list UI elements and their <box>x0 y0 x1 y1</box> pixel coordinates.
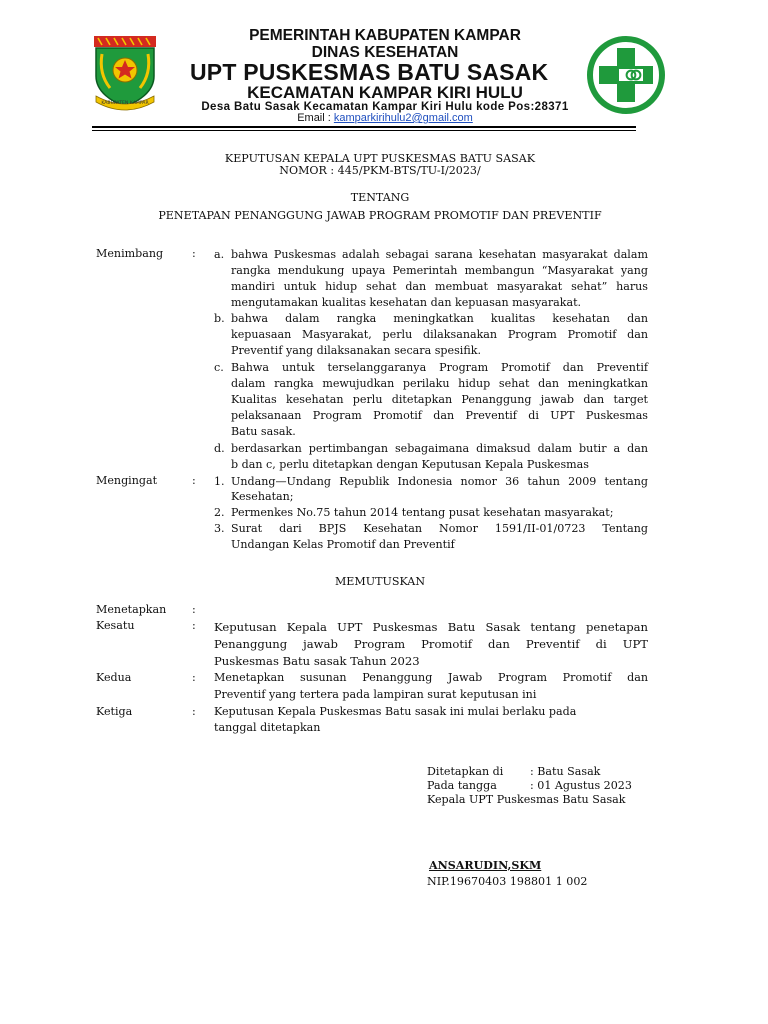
signatory-name: ANSARUDIN,SKM <box>429 859 542 872</box>
kedua-line: Menetapkan susunan Penanggung Jawab Program Promotif dan <box>214 671 648 684</box>
ketiga-label: Ketiga <box>96 705 133 718</box>
decree-title: KEPUTUSAN KEPALA UPT PUSKESMAS BATU SASAK <box>224 152 536 165</box>
crest-banner-text: KABUPATEN KAMPAR <box>101 101 149 106</box>
mengingat-marker-2: 2. <box>214 506 225 519</box>
menimbang-marker-b: b. <box>214 312 225 325</box>
letterhead-email-line <box>160 112 610 124</box>
mengingat-3-line: Surat dari BPJS Kesehatan Nomor 1591/II-01/0723 Tentang <box>231 522 648 535</box>
decree-tentang: TENTANG <box>350 191 410 204</box>
menimbang-c-line: pelaksanaan Program Promotif dan Preventif di UPT Puskesmas <box>231 409 648 422</box>
letterhead-department: DINAS KESEHATAN <box>311 44 459 61</box>
kesatu-line: Keputusan Kepala UPT Puskesmas Batu Sasak tentang penetapan <box>214 620 648 634</box>
letterhead-rule-thick <box>92 126 636 128</box>
menimbang-c-line: Batu sasak. <box>231 425 296 438</box>
mengingat-1-line: Undang—Undang Republik Indonesia nomor 36 tahun 2009 tentang <box>231 475 648 488</box>
signature-date-label: Pada tangga <box>427 779 497 792</box>
menimbang-d-line: b dan c, perlu ditetapkan dengan Keputusan Kepala Puskesmas <box>231 458 589 471</box>
kedua-line: Preventif yang tertera pada lampiran surat keputusan ini <box>214 688 537 701</box>
email-label: Email : <box>297 112 334 124</box>
menimbang-b-line: Preventif yang dilaksanakan secara spesifik. <box>231 344 481 357</box>
mengingat-marker-3: 3. <box>214 522 225 535</box>
menetapkan-label: Menetapkan <box>96 603 167 616</box>
kedua-label: Kedua <box>96 671 132 684</box>
menimbang-d-line: berdasarkan pertimbangan sebagaimana dimaksud dalam butir a dan <box>231 442 648 455</box>
kesatu-line: Penanggung jawab Program Promotif dan Preventif di UPT <box>214 637 648 651</box>
signature-place-label: Ditetapkan di <box>427 765 504 778</box>
letterhead-institution: UPT PUSKESMAS BATU SASAK <box>190 59 549 85</box>
menimbang-a-line: mandiri untuk hidup sehat dan membuat masyarakat sehat” harus <box>231 280 648 293</box>
menimbang-colon: : <box>192 247 196 260</box>
letterhead-rule-thin <box>92 130 636 131</box>
menimbang-c-line: dalam rangka mewujudkan perilaku hidup sehat dan meningkatkan <box>231 377 648 390</box>
mengingat-label: Mengingat <box>96 474 158 487</box>
ketiga-line: tanggal ditetapkan <box>214 721 321 734</box>
mengingat-3-line: Undangan Kelas Promotif dan Preventif <box>231 538 455 551</box>
menimbang-b-line: kepuasaan Masyarakat, perlu dilaksanakan Program Promotif dan <box>231 328 648 341</box>
menimbang-a-line: rangka mendukung upaya Pemerintah membangun “Masyarakat yang <box>231 264 648 277</box>
menimbang-marker-d: d. <box>214 442 225 455</box>
menetapkan-colon: : <box>192 603 196 616</box>
kesatu-line: Puskesmas Batu sasak Tahun 2023 <box>214 654 420 668</box>
menimbang-marker-a: a. <box>214 248 225 261</box>
mengingat-1-line: Kesehatan; <box>231 490 294 503</box>
decree-subject: PENETAPAN PENANGGUNG JAWAB PROGRAM PROMOTIF DAN PREVENTIF <box>158 209 602 222</box>
mengingat-marker-1: 1. <box>214 475 225 488</box>
letterhead-government: PEMERINTAH KABUPATEN KAMPAR <box>249 27 521 44</box>
ketiga-colon: : <box>192 705 196 718</box>
kabupaten-kampar-crest-logo <box>90 32 160 112</box>
ketiga-line: Keputusan Kepala Puskesmas Batu sasak ini mulai berlaku pada <box>214 705 577 718</box>
signature-place-value: : Batu Sasak <box>530 765 601 778</box>
letterhead-address: Desa Batu Sasak Kecamatan Kampar Kiri Hulu kode Pos:28371 <box>201 101 569 113</box>
mengingat-2-line: Permenkes No.75 tahun 2014 tentang pusat kesehatan masyarakat; <box>231 506 614 519</box>
signatory-nip: NIP.19670403 198801 1 002 <box>427 875 588 888</box>
email-link[interactable]: kamparkirihulu2@gmail.com <box>333 112 473 124</box>
menimbang-b-line: bahwa dalam rangka meningkatkan kualitas kesehatan dan <box>231 312 648 325</box>
kedua-colon: : <box>192 671 196 684</box>
menimbang-marker-c: c. <box>214 361 224 374</box>
menimbang-c-line: Bahwa untuk terselanggaranya Program Promotif dan Preventif <box>231 361 648 374</box>
menimbang-label: Menimbang <box>96 247 164 260</box>
menimbang-a-line: bahwa Puskesmas adalah sebagai sarana kesehatan masyarakat dalam <box>231 248 648 261</box>
decree-number: NOMOR : 445/PKM-BTS/TU-I/2023/ <box>279 164 481 177</box>
signature-position: Kepala UPT Puskesmas Batu Sasak <box>427 793 626 806</box>
menimbang-c-line: Kualitas kesehatan perlu ditetapkan Penanggung jawab dan target <box>231 393 648 406</box>
kesatu-colon: : <box>192 619 196 632</box>
kesatu-label: Kesatu <box>96 619 135 632</box>
mengingat-colon: : <box>192 474 196 487</box>
letterhead-district: KECAMATAN KAMPAR KIRI HULU <box>247 83 523 102</box>
memutuskan-heading: MEMUTUSKAN <box>334 575 426 588</box>
signature-date-value: : 01 Agustus 2023 <box>530 779 632 792</box>
menimbang-a-line: mengutamakan kualitas kesehatan dan kepuasan masyarakat. <box>231 296 582 309</box>
